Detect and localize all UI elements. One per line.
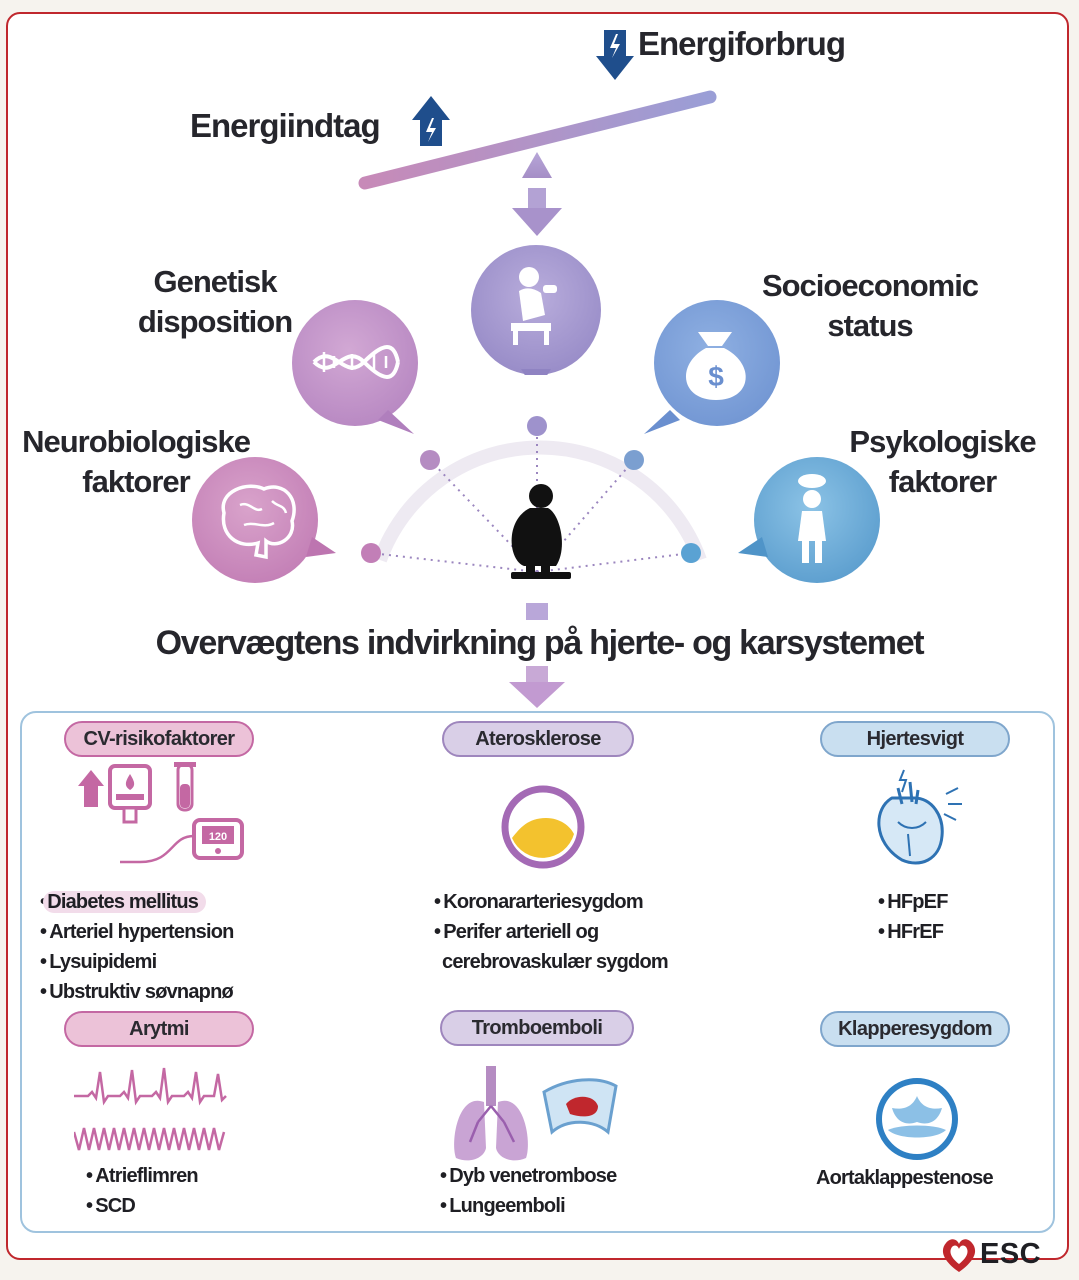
list-item: • Ubstruktiv søvnapnø — [40, 977, 234, 1007]
dollar-sign: $ — [708, 361, 724, 392]
pill-heart-failure: Hjertesvigt — [820, 721, 1010, 757]
neuro-label-2: faktorer — [82, 464, 190, 499]
blood-pressure-monitor-icon — [120, 820, 242, 862]
neuro-label-1: Neurobiologiske — [22, 424, 250, 459]
bp-monitor-reading: 120 — [208, 831, 228, 843]
pill-cv-risk: CV-risikofaktorer — [64, 721, 254, 757]
thrombo-list — [440, 1161, 616, 1221]
heart-failure-icon — [862, 764, 972, 874]
pill-atherosclerosis: Aterosklerose — [442, 721, 634, 757]
thrombo-icons — [448, 1062, 624, 1166]
obese-person-icon — [511, 484, 571, 579]
glucometer-icon — [110, 766, 150, 822]
list-item: • Perifer arteriell og — [434, 917, 643, 947]
eating-behavior-bubble — [471, 245, 601, 375]
psych-label-2: faktorer — [888, 464, 997, 499]
esc-logo-text: ESC — [980, 1238, 1042, 1270]
atherosclerosis-list — [434, 887, 643, 947]
socioeconomic-label-1: Socioeconomic — [761, 268, 979, 303]
aortic-valve-icon — [872, 1074, 962, 1164]
socioeconomic-label-2: status — [827, 308, 913, 343]
highlighted-item-text: Diabetes mellitus — [43, 891, 206, 913]
title-down-arrow-icon — [507, 666, 567, 712]
list-item: • Lungeemboli — [440, 1191, 616, 1221]
main-title: Overvægtens indvirkning på hjerte- og karsystemet — [155, 624, 924, 662]
list-item: • Arteriel hypertension — [40, 917, 234, 947]
list-item: • SCD — [86, 1191, 198, 1221]
person-eating-icon — [471, 245, 601, 375]
genetic-label-2: disposition — [137, 304, 293, 339]
list-item: • Lysuipidemi — [40, 947, 234, 977]
psych-label-1: Psykologiske — [849, 424, 1036, 459]
energy-expenditure-label: Energiforbrug — [638, 25, 845, 62]
list-item: • Atrieflimren — [86, 1161, 198, 1191]
esc-heart-icon — [938, 1234, 980, 1276]
list-item: • Dyb venetrombose — [440, 1161, 616, 1191]
genetic-label-1: Genetisk — [153, 264, 277, 299]
list-item: • Koronararteriesygdom — [434, 887, 643, 917]
list-item: • HFrEF — [878, 917, 948, 947]
pill-thromboembolism: Tromboemboli — [440, 1010, 634, 1046]
ecg-trace-icon — [74, 1062, 228, 1158]
dna-icon — [292, 300, 432, 440]
list-item: • HFpEF — [878, 887, 948, 917]
blood-tube-icon — [174, 762, 196, 810]
cv-risk-list — [40, 887, 234, 1007]
heart-failure-list — [878, 887, 948, 947]
genetic-bubble — [292, 300, 418, 426]
lungs-icon — [454, 1066, 528, 1160]
pill-valve-disease: Klapperesygdom — [820, 1011, 1010, 1047]
artery-plaque-icon — [498, 782, 588, 872]
energy-intake-label: Energiindtag — [190, 107, 380, 144]
cv-risk-icons — [70, 760, 260, 870]
increase-arrow-icon — [78, 770, 104, 807]
list-item — [40, 887, 234, 917]
valve-disease-text: Aortaklappestenose — [816, 1167, 993, 1189]
arrhythmia-list — [86, 1161, 198, 1221]
pill-arrhythmia: Arytmi — [64, 1011, 254, 1047]
atherosclerosis-continuation: cerebrovaskulær sygdom — [442, 951, 668, 973]
vein-clot-icon — [544, 1080, 616, 1132]
